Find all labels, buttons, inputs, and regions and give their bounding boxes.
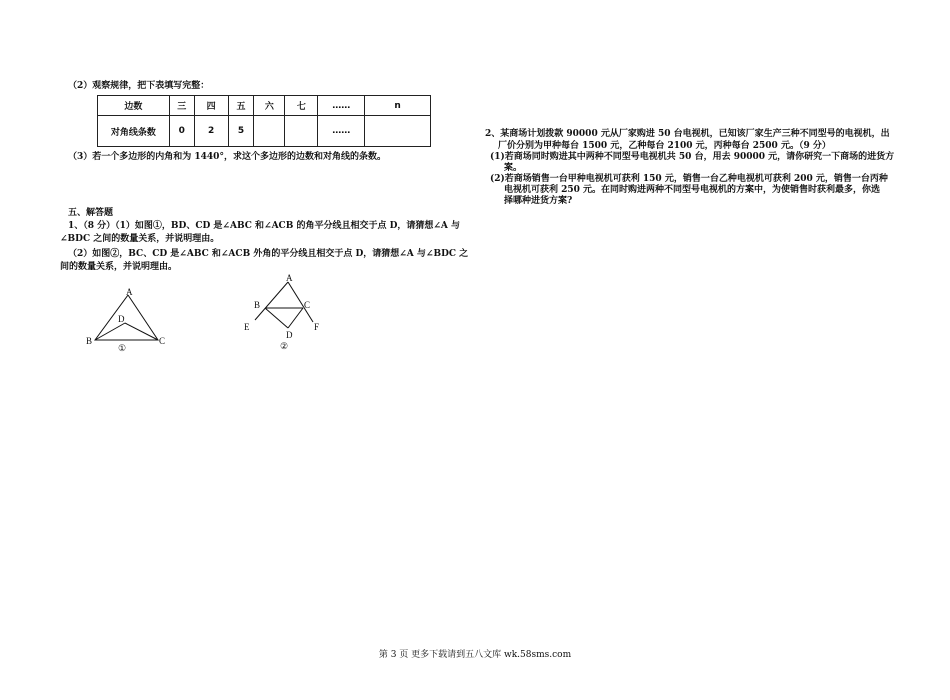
table-cell: …… (318, 96, 365, 116)
label-b: B (86, 336, 93, 346)
problem2-sub2-line2: 电视机可获利 250 元。在同时购进两种不同型号电视机的方案中，为使销售时获利最多，你选 (504, 185, 881, 195)
segment-cd (288, 308, 303, 328)
problem2-sub2-line1: (2)若商场销售一台甲种电视机可获利 150 元，销售一台乙种电视机可获利 200 元，销售一台丙种 (490, 174, 888, 184)
table-cell: 五 (228, 96, 254, 116)
polygon-diagonal-table (97, 95, 431, 147)
figure-2-caption: ② (280, 341, 289, 351)
table-cell: 2 (194, 116, 228, 147)
table-cell: 5 (228, 116, 254, 147)
table-cell (285, 116, 318, 147)
segment-bd (95, 323, 125, 340)
label-d: D (286, 330, 293, 340)
q2-title: （2）观察规律，把下表填写完整： (68, 81, 210, 91)
segment-bd (265, 308, 288, 328)
table-header-row (98, 96, 431, 116)
label-c: C (159, 336, 166, 346)
problem2-sub1-line2: 案。 (504, 163, 523, 173)
label-c: C (304, 300, 311, 310)
table-cell: 对角线条数 (98, 116, 170, 147)
problem2-sub1-line1: (1)若商场同时购进其中两种不同型号电视机共 50 台，用去 90000 元，请你研究一下商场的进货方 (490, 152, 895, 162)
table-cell: 四 (194, 96, 228, 116)
table-row (98, 116, 431, 147)
label-a: A (126, 287, 133, 297)
problem1-line4: 间的数量关系，并说明理由。 (60, 262, 178, 272)
figure-1-caption: ① (118, 343, 127, 353)
page-footer: 第 3 页 更多下载请到五八文库 wk.58sms.com (378, 650, 572, 660)
table-cell: 边数 (98, 96, 170, 116)
table-cell: …… (318, 116, 365, 147)
label-f: F (314, 322, 320, 332)
table-cell (254, 116, 285, 147)
table-cell: 三 (169, 96, 194, 116)
problem1-line1: 1、（8 分）（1）如图①，BD、CD 是∠ABC 和∠ACB 的角平分线且相交于点 D，请猜想∠A 与 (68, 221, 461, 231)
label-d: D (118, 314, 125, 324)
figure-2-exterior-bisectors (240, 270, 330, 355)
label-e: E (244, 322, 250, 332)
problem2-line1: 2、某商场计划拨款 90000 元从厂家购进 50 台电视机，已知该厂家生产三种不同型号的电视机，出 (485, 129, 890, 139)
figure-1-triangle (80, 285, 180, 355)
problem2-sub2-line3: 择哪种进货方案? (504, 196, 573, 206)
segment-cd (125, 323, 158, 340)
section-title: 五、解答题 (68, 208, 114, 218)
label-a: A (286, 273, 293, 283)
label-b: B (254, 300, 261, 310)
table-cell: n (365, 96, 431, 116)
table-cell: 七 (285, 96, 318, 116)
q3-text: （3）若一个多边形的内角和为 1440°，求这个多边形的边数和对角线的条数。 (68, 152, 386, 162)
problem1-line3: （2）如图②，BC、CD 是∠ABC 和∠ACB 外角的平分线且相交于点 D，请猜想∠A 与∠BDC 之 (68, 249, 469, 259)
problem1-line2: ∠BDC 之间的数量关系，并说明理由。 (60, 234, 220, 244)
triangle-abc (95, 295, 158, 340)
table-cell: 0 (169, 116, 194, 147)
table-cell (365, 116, 431, 147)
problem2-line2: 厂价分别为甲种每台 1500 元，乙种每台 2100 元，丙种每台 2500 元。（9 分） (498, 141, 831, 151)
table-cell: 六 (254, 96, 285, 116)
